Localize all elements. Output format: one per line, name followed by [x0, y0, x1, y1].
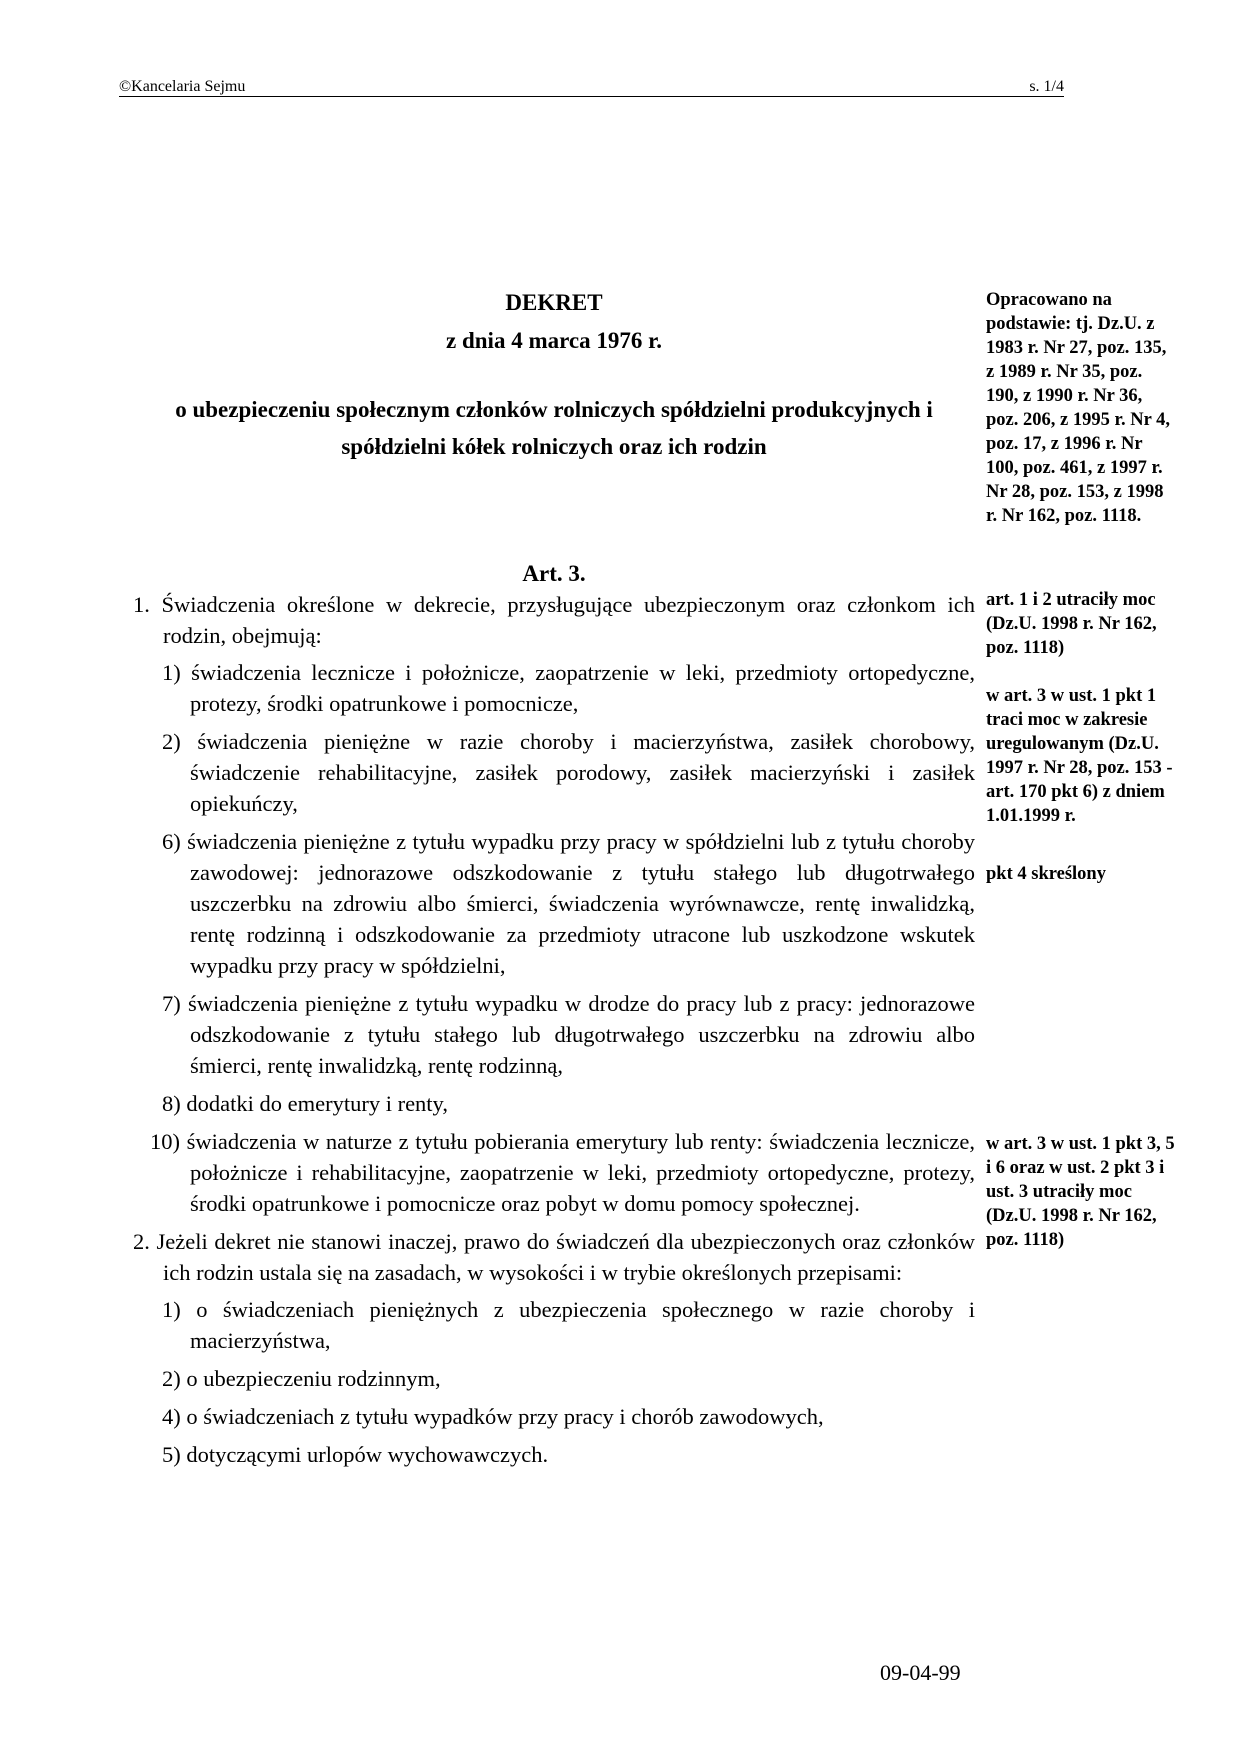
margin-note-source [986, 288, 1178, 528]
point-text: o świadczeniach z tytułu wypadków przy pracy i chorób zawodowych, [186, 1404, 824, 1429]
list-item [162, 1363, 975, 1394]
point-text: o świadczeniach pieniężnych z ubezpieczenia społecznego w razie choroby i macierzyństwa, [190, 1297, 975, 1353]
note-text: pkt 4 skreślony [986, 864, 1106, 884]
point-number: 2) [162, 729, 181, 754]
list-item [162, 1294, 975, 1356]
point-number: 1) [162, 1297, 181, 1322]
note-text: art. 1 i 2 utraciły moc (Dz.U. 1998 r. Nr 162, poz. 1118) [986, 590, 1157, 658]
point-number: 2) [162, 1366, 181, 1391]
document-date: z dnia 4 marca 1976 r. [446, 328, 662, 353]
list-item [162, 1088, 975, 1119]
point-number: 1) [162, 660, 181, 685]
document-body [133, 288, 975, 1470]
list-item [162, 826, 975, 981]
point-number: 8) [162, 1091, 181, 1116]
point-text: świadczenia pieniężne z tytułu wypadku przy pracy w spółdzielni lub z tytułu choroby zawodowej: jednorazowe odszkodowanie z tytułu stałego lub długotrwałego uszczerbku na zdrowiu albo śmierci, świadczenia wyrównawcze, rentę inwalidzką, rentę rodzinną i odszkodowanie za przedmioty utracone lub uszkodzone wskutek wypadku przy pracy w spółdzielni, [187, 829, 976, 978]
point-text: o ubezpieczeniu rodzinnym, [186, 1366, 441, 1391]
list-item [162, 726, 975, 819]
list-item [162, 657, 975, 719]
paragraph-ust-1 [133, 589, 975, 651]
margin-note-pkt-1 [986, 684, 1178, 828]
note-text: Opracowano na podstawie: tj. Dz.U. z 1983 r. Nr 27, poz. 135, z 1989 r. Nr 35, poz. 190, z 1990 r. Nr 36, poz. 206, z 1995 r. Nr 4, poz. 17, z 1996 r. Nr 100, poz. 461, z 1997 r. Nr 28, poz. 153, z 1998 r. Nr 162, poz. 1118. [986, 290, 1170, 526]
point-text: świadczenia pieniężne w razie choroby i macierzyństwa, zasiłek chorobowy, świadczenie rehabilitacyjne, zasiłek porodowy, zasiłek macierzyński i zasiłek opiekuńczy, [190, 729, 975, 816]
ust-number: 1. [133, 592, 150, 617]
subject-line-1: o ubezpieczeniu społecznym członków rolniczych spółdzielni produkcyjnych i [175, 397, 933, 422]
list-item [162, 1439, 975, 1470]
list-item [162, 988, 975, 1081]
note-text: w art. 3 w ust. 1 pkt 1 traci moc w zakresie uregulowanym (Dz.U. 1997 r. Nr 28, poz. 153 - art. 170 pkt 6) z dniem 1.01.1999 r. [986, 686, 1173, 826]
article-heading: Art. 3. [522, 561, 586, 586]
point-text: świadczenia pieniężne z tytułu wypadku w drodze do pracy lub z pracy: jednorazowe odszkodowanie z tytułu stałego lub długotrwałego uszczerbku na zdrowiu albo śmierci, rentę inwalidzką, rentę rodzinną, [187, 991, 975, 1078]
header-page-number: s. 1/4 [1029, 78, 1064, 95]
point-text: dodatki do emerytury i renty, [186, 1091, 448, 1116]
footer-date: 09-04-99 [880, 1660, 961, 1685]
point-number: 10) [150, 1129, 180, 1154]
point-text: świadczenia lecznicze i położnicze, zaopatrzenie w leki, przedmioty ortopedyczne, protezy, środki opatrunkowe i pomocnicze, [190, 660, 976, 716]
header-publisher: ©Kancelaria Sejmu [119, 78, 246, 95]
point-number: 6) [162, 829, 181, 854]
margin-note-art-1-2 [986, 588, 1178, 660]
list-item [150, 1126, 975, 1219]
subject-line-2: spółdzielni kółek rolniczych oraz ich rodzin [341, 434, 767, 459]
note-text: w art. 3 w ust. 1 pkt 3, 5 i 6 oraz w ust. 2 pkt 3 i ust. 3 utraciły moc (Dz.U. 1998 r. Nr 162, poz. 1118) [986, 1134, 1175, 1250]
ust-text: Jeżeli dekret nie stanowi inaczej, prawo do świadczeń dla ubezpieczonych oraz członków ich rodzin ustala się na zasadach, w wysokości i w trybie określonych przepisami: [156, 1229, 975, 1285]
point-text: świadczenia w naturze z tytułu pobierania emerytury lub renty: świadczenia lecznicze, położnicze i rehabilitacyjne, zaopatrzenie w leki, przedmioty ortopedyczne, protezy, środki opatrunkowe i pomocnicze oraz pobyt w domu pomocy społecznej. [186, 1129, 976, 1216]
paragraph-ust-2 [133, 1226, 975, 1288]
point-text: dotyczącymi urlopów wychowawczych. [186, 1442, 549, 1467]
ust-text: Świadczenia określone w dekrecie, przysługujące ubezpieczonym oraz członkom ich rodzin, obejmują: [161, 592, 976, 648]
margin-note-pkt-4 [986, 862, 1178, 886]
list-item [162, 1401, 975, 1432]
document-type: DEKRET [505, 290, 603, 315]
point-number: 4) [162, 1404, 181, 1429]
margin-note-pkt-3-5-6 [986, 1132, 1178, 1252]
header-divider [119, 96, 1064, 97]
point-number: 7) [162, 991, 181, 1016]
point-number: 5) [162, 1442, 181, 1467]
ust-number: 2. [133, 1229, 150, 1254]
document-subject [133, 391, 975, 465]
